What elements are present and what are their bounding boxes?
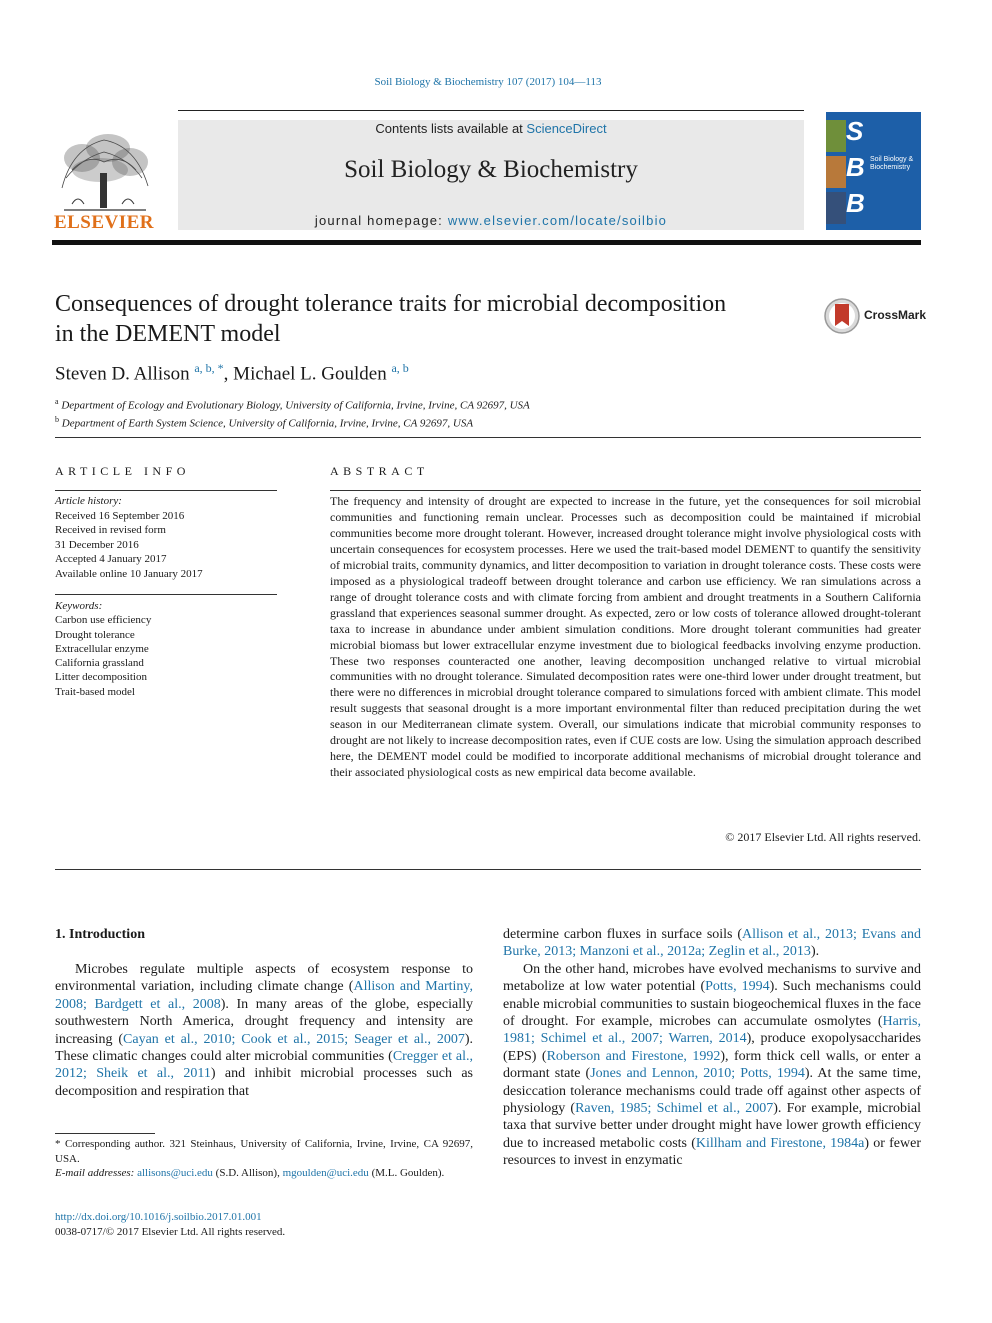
citation-link[interactable]: Allison et al., 2013; Evans and Burke, 2013; Manzoni et al., 2012a; Zeglin et al., 2013 — [503, 927, 921, 960]
body-text: ). These climatic changes could alter microbial communities ( — [55, 1031, 473, 1065]
abstract-heading: ABSTRACT — [330, 464, 429, 478]
affiliation-mark: b — [55, 414, 59, 424]
affiliation-item — [55, 413, 530, 431]
email-owner: (M.L. Goulden). — [371, 1167, 445, 1179]
journal-citation-link[interactable]: Soil Biology & Biochemistry 107 (2017) 104—113 — [374, 76, 602, 88]
contents-prefix: Contents lists available at — [375, 121, 527, 136]
journal-cover-thumbnail[interactable] — [826, 112, 921, 230]
corresponding-author-note: * Corresponding author. 321 Steinhaus, University of California, Irvine, Irvine, CA 92697, USA. — [55, 1138, 473, 1165]
keyword-item: Drought tolerance — [55, 628, 135, 641]
doi-link[interactable]: http://dx.doi.org/10.1016/j.soilbio.2017.01.001 — [55, 1211, 262, 1223]
citation-link[interactable]: Allison and Martiny, 2008; Bardgett et al., 2008 — [55, 979, 473, 1012]
body-text: ), produce exopolysaccharides (EPS) ( — [503, 1031, 921, 1064]
cover-letter: B — [846, 152, 865, 182]
body-text: ). At the same time, desiccation tolerance mechanisms could trade off against other aspects of physiology ( — [503, 1066, 921, 1117]
body-text: ) and inhibit microbial processes such as decomposition and respiration that — [55, 1066, 473, 1099]
intro-left-column — [55, 961, 473, 1100]
abstract-divider — [330, 490, 921, 491]
keyword-item: Carbon use efficiency — [55, 614, 152, 627]
crossmark-label[interactable]: CrossMark — [864, 308, 927, 322]
abstract-text: The frequency and intensity of drought are expected to increase in the future, yet the consequences for soil microbial communities and functioning remain unclear. Processes such as decomposition could be maintained if microbial communities become more drought tolerant. However, increased drought tolerance might involve physiological costs with uncertain consequences for ecosystem processes. Here we used the trait-based model DEMENT to quantify the sensitivity of microbial traits, community dynamics, and litter decomposition to variation in drought tolerance costs. These costs were imposed as a physiological tradeoff between drought tolerance and carbon use efficiency. We ran simulations across a range of drought tolerance costs and with climate forcing from ambient and drought treatments in a Southern California grassland that experiences seasonal summer drought. As expected, zero or low costs of tolerance allowed drought-tolerant taxa to increase in abundance under ambient simulation conditions. More drought tolerant communities had greater microbial biomass but lower extracellular enzyme investment due to biological feedbacks involving enzyme production. These two responses counteracted one another, leaving decomposition unchanged relative to virtual microbial communities with no drought tolerance. Simulated decomposition rates were one-third lower under drought treatment, but there were no differences in microbial drought tolerance compared to simulations forced with ambient climate. This model result suggests that seasonal drought is a more important environmental filter than reduced precipitation during the wet season in our Mediterranean climate system. Overall, our simulations indicate that microbial community responses to drought are not likely to increase decomposition rates, even if CUE costs are low. Using the simulation approach described here, the DEMENT model could be modified to incorporate additional mechanisms of microbial drought tolerance and their associated physiological costs as new empirical data become available. — [330, 494, 921, 780]
contents-available-line — [178, 121, 804, 136]
keyword-item: California grassland — [55, 657, 144, 670]
citation-link[interactable]: Jones and Lennon, 2010; Potts, 1994 — [590, 1066, 805, 1082]
author-separator: , — [223, 363, 234, 385]
affiliation-text: Department of Ecology and Evolutionary Biology, University of California, Irvine, Irvine, CA 92697, USA — [61, 399, 530, 412]
keywords — [55, 599, 151, 699]
body-text: ). Such mechanisms could enable microbial communities to sustain biogeochemical fluxes in the face of drought. For example, microbes can accumulate osmolytes ( — [503, 979, 921, 1030]
author-affiliation-marks[interactable]: a, b, * — [194, 361, 224, 375]
introduction-heading: 1. Introduction — [55, 927, 145, 942]
body-text: ). — [810, 944, 820, 960]
footnote-divider — [55, 1133, 155, 1134]
keywords-label: Keywords: — [55, 600, 103, 612]
citation-link[interactable]: Potts, 1994 — [705, 979, 770, 995]
email-owner: (S.D. Allison), — [215, 1167, 280, 1179]
article-title — [55, 290, 805, 350]
history-item: Available online 10 January 2017 — [55, 567, 203, 580]
citation-link[interactable]: Roberson and Firestone, 1992 — [546, 1048, 721, 1064]
citation-link[interactable]: Cayan et al., 2010; Cook et al., 2015; Seager et al., 2007 — [123, 1031, 465, 1047]
intro-paragraph — [503, 926, 921, 961]
author-affiliation-marks[interactable]: a, b — [391, 361, 409, 375]
article-history — [55, 494, 203, 581]
history-item: Received 16 September 2016 — [55, 509, 185, 522]
body-text: ). In many areas of the globe, especially southwestern North America, drought frequency and intensity are increasing ( — [55, 996, 473, 1047]
cover-letter: B — [846, 188, 865, 218]
history-item: Received in revised form — [55, 524, 166, 536]
citation-link[interactable]: Killham and Firestone, 1984a — [695, 1135, 865, 1151]
cover-photo-strip — [826, 156, 846, 188]
intro-right-column — [503, 926, 921, 1170]
history-label: Article history: — [55, 495, 122, 507]
author-name: Michael L. Goulden — [233, 363, 387, 385]
author-list — [55, 361, 409, 385]
title-line: in the DEMENT model — [55, 320, 281, 347]
affiliation-mark: a — [55, 397, 59, 406]
body-text: Microbes regulate multiple aspects of ecosystem response to environmental variation, including climate change ( — [55, 962, 473, 995]
keyword-item: Trait-based model — [55, 685, 135, 698]
article-info-divider — [55, 490, 277, 491]
journal-homepage-line — [178, 213, 804, 228]
cover-letter: S — [846, 116, 864, 146]
journal-name: Soil Biology & Biochemistry — [344, 156, 638, 183]
cover-title: Soil Biology & Biochemistry — [870, 156, 914, 172]
citation-link[interactable]: Cregger et al., 2012; Sheik et al., 2011 — [55, 1049, 474, 1082]
article-info-heading: ARTICLE INFO — [55, 464, 190, 478]
affiliation-text: Department of Earth System Science, University of California, Irvine, Irvine, CA 92697, USA — [61, 417, 474, 430]
body-text: ), form thick cell walls, or enter a dormant state ( — [503, 1048, 921, 1082]
section-divider — [55, 437, 921, 438]
title-line: Consequences of drought tolerance traits for microbial decomposition — [55, 291, 727, 317]
cover-photo-strip — [826, 192, 846, 224]
intro-paragraph — [503, 961, 921, 1170]
elsevier-wordmark: ELSEVIER — [53, 212, 155, 233]
history-item: Accepted 4 January 2017 — [55, 553, 167, 565]
body-text: ). For example, microbial taxa that survive better under drought might have lower growth efficiency due to increased metabolic costs ( — [503, 1101, 922, 1151]
affiliation-item — [55, 395, 530, 413]
email-link-allison[interactable]: allisons@uci.edu — [137, 1167, 213, 1179]
citation-link[interactable]: Harris, 1981; Schimel et al., 2007; Warren, 2014 — [503, 1014, 921, 1047]
history-item: 31 December 2016 — [55, 538, 139, 551]
header-thick-divider — [52, 240, 921, 245]
keyword-item: Extracellular enzyme — [55, 642, 149, 655]
citation-link[interactable]: Raven, 1985; Schimel et al., 2007 — [575, 1101, 774, 1117]
body-text: determine carbon fluxes in surface soils ( — [503, 927, 742, 942]
journal-homepage-link[interactable]: www.elsevier.com/locate/soilbio — [447, 213, 668, 228]
email-link-goulden[interactable]: mgoulden@uci.edu — [282, 1167, 369, 1179]
affiliations — [55, 395, 530, 430]
article-info-divider — [55, 594, 277, 595]
keyword-item: Litter decomposition — [55, 671, 147, 684]
header-divider — [178, 110, 804, 111]
issn-line: 0038-0717/© 2017 Elsevier Ltd. All rights reserved. — [55, 1226, 286, 1238]
body-text: On the other hand, microbes have evolved mechanisms to survive and metabolize at low water potential ( — [503, 961, 921, 995]
email-label: E-mail addresses: — [55, 1167, 135, 1179]
section-divider — [55, 869, 921, 870]
cover-photo-strip — [826, 120, 846, 152]
homepage-prefix: journal homepage: — [314, 213, 448, 228]
sciencedirect-link[interactable]: ScienceDirect — [526, 121, 607, 136]
author-name: Steven D. Allison — [55, 363, 190, 385]
body-text: ) or fewer resources to invest in enzymatic — [503, 1135, 922, 1169]
abstract-copyright: © 2017 Elsevier Ltd. All rights reserved. — [725, 830, 921, 844]
email-footnote — [55, 1166, 473, 1181]
